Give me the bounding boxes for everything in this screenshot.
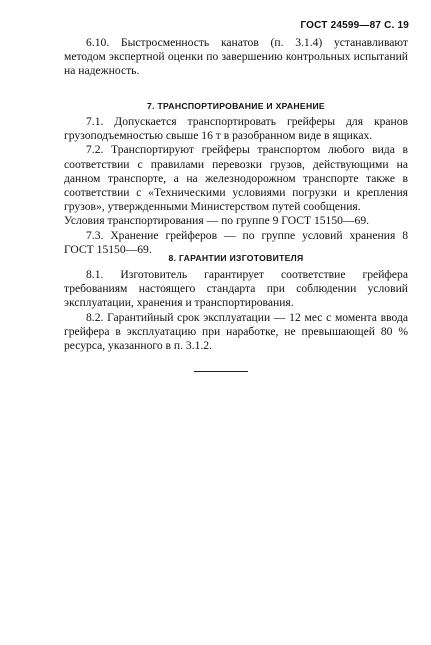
end-rule <box>194 371 248 372</box>
paragraph-7-3: 7.3. Хранение грейферов — по группе условий хранения 8 ГОСТ 15150—69. <box>64 228 408 256</box>
paragraph-8-2: 8.2. Гарантийный срок эксплуатации — 12 мес с момента ввода грейфера в эксплуатацию при наработке, не превышающей 80 % ресурса, указанного в п. 3.1.2. <box>64 310 408 353</box>
paragraph-7-2-conditions: Условия транспортирования — по группе 9 ГОСТ 15150—69. <box>64 214 370 228</box>
paragraph-6-10-block <box>64 36 408 79</box>
section-8-body <box>64 268 408 353</box>
paragraph-8-1: 8.1. Изготовитель гарантирует соответствие грейфера требованиям настоящего стандарта при соблюдении условий эксплуатации, хранения и транспортирования. <box>64 268 408 310</box>
paragraph-7-1: 7.1. Допускается транспортировать грейферы для кранов грузоподъемностью свыше 16 т в разобранном виде в ящиках. <box>64 115 408 143</box>
paragraph-7-2: 7.2. Транспортируют грейферы транспортом любого вида в соответствии с правилами перевозки грузов, действующими на данном транспорте, а на железнодорожном транспорте также в соответствии с «Техническими условиями погрузки и крепления грузов», утвержденными Министерством путей сообщения. <box>64 143 408 214</box>
page-header: ГОСТ 24599—87 С. 19 <box>300 20 409 31</box>
section-7-heading: 7. ТРАНСПОРТИРОВАНИЕ И ХРАНЕНИЕ <box>147 101 325 111</box>
paragraph-6-10: 6.10. Быстросменность канатов (п. 3.1.4) устанавливают методом экспертной оценки по завершению контрольных испытаний на надежность. <box>64 36 408 78</box>
section-8-heading: 8. ГАРАНТИИ ИЗГОТОВИТЕЛЯ <box>168 253 304 263</box>
section-7-body <box>64 115 408 257</box>
